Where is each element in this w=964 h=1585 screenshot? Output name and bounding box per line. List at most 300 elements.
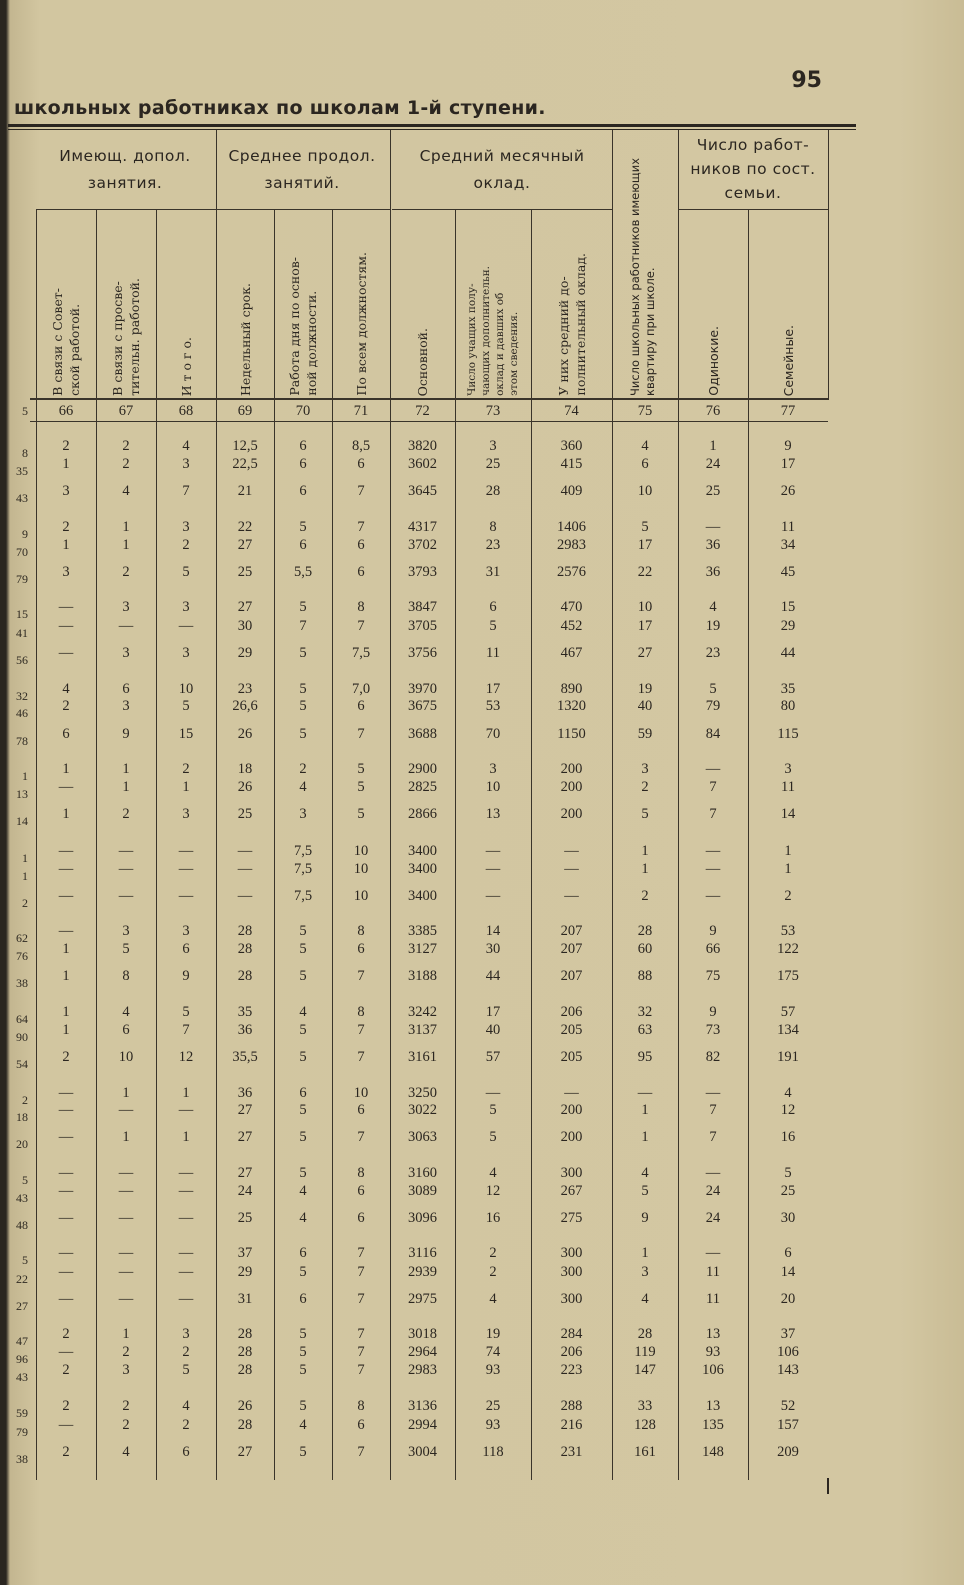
table-cell: 10 xyxy=(178,681,194,697)
table-cell: 3 xyxy=(182,806,190,822)
table-cell: 7 xyxy=(357,1291,365,1307)
table-cell: 1 xyxy=(122,761,130,777)
table-cell: 11 xyxy=(486,645,500,661)
table-cell: 5 xyxy=(641,519,649,535)
table-cell: — xyxy=(58,1085,74,1101)
sub-header-text: У них средний до- полнительный оклад. xyxy=(555,253,588,396)
table-cell: 452 xyxy=(560,618,583,634)
column-number: 76 xyxy=(705,403,721,419)
table-cell: — xyxy=(118,1165,134,1181)
table-cell: 28 xyxy=(237,1326,253,1342)
table-cell: 3602 xyxy=(408,456,437,472)
table-cell: 59 xyxy=(637,726,653,742)
table-cell: 19 xyxy=(705,618,721,634)
table-cell: 4 xyxy=(489,1165,497,1181)
table-cell: 37 xyxy=(237,1245,253,1261)
table-cell: 5 xyxy=(357,761,365,777)
table-cell: 12 xyxy=(780,1102,796,1118)
table-cell: 4 xyxy=(299,1004,307,1020)
table-cell: 28 xyxy=(237,923,253,939)
table-cell: — xyxy=(58,923,74,939)
table-cell: 890 xyxy=(560,681,583,697)
table-cell: 25 xyxy=(485,1398,501,1414)
table-cell: 267 xyxy=(560,1183,583,1199)
table-cell: 3 xyxy=(182,923,190,939)
table-cell: 200 xyxy=(560,779,583,795)
left-margin-number: 90 xyxy=(16,1030,28,1044)
table-cell: 2 xyxy=(62,698,70,714)
table-cell: 28 xyxy=(485,483,501,499)
column-rule xyxy=(828,130,829,400)
table-cell: 7 xyxy=(357,1049,365,1065)
table-cell: — xyxy=(58,779,74,795)
table-cell: 3675 xyxy=(408,698,437,714)
table-cell: 207 xyxy=(560,941,583,957)
table-cell: 28 xyxy=(237,1344,253,1360)
table-cell: 2 xyxy=(62,1326,70,1342)
table-cell: 5 xyxy=(182,1004,190,1020)
sub-header-text: Работа дня по основ- ной должности. xyxy=(287,257,319,396)
table-cell: 32 xyxy=(637,1004,653,1020)
table-cell: 6 xyxy=(357,1183,365,1199)
table-cell: 2 xyxy=(489,1264,497,1280)
table-cell: 5 xyxy=(299,1022,307,1038)
table-cell: — xyxy=(178,843,194,859)
left-margin-number: 35 xyxy=(16,464,28,478)
table-cell: 74 xyxy=(485,1344,501,1360)
sub-header-8 xyxy=(455,214,531,396)
sub-header-2 xyxy=(96,214,156,396)
table-cell: 52 xyxy=(780,1398,796,1414)
table-cell: — xyxy=(118,888,134,904)
table-cell: 3 xyxy=(62,483,70,499)
column-number: 71 xyxy=(353,403,369,419)
table-cell: 11 xyxy=(781,779,795,795)
table-cell: 4 xyxy=(182,1398,190,1414)
table-cell: 7 xyxy=(357,1326,365,1342)
table-cell: 7 xyxy=(357,1245,365,1261)
table-cell: 73 xyxy=(705,1022,721,1038)
sub-header-12 xyxy=(748,214,828,396)
table-cell: 34 xyxy=(780,537,796,553)
table-cell: 5 xyxy=(489,618,497,634)
table-cell: 1 xyxy=(709,438,717,454)
table-cell: 4 xyxy=(299,1417,307,1433)
row-rule xyxy=(30,398,828,400)
table-cell: 10 xyxy=(353,843,369,859)
table-cell: 10 xyxy=(637,599,653,615)
table-cell: 5 xyxy=(357,806,365,822)
table-cell: 2 xyxy=(182,537,190,553)
table-cell: 3 xyxy=(299,806,307,822)
table-cell: — xyxy=(237,888,253,904)
table-cell: — xyxy=(178,1264,194,1280)
table-cell: — xyxy=(564,861,579,877)
table-cell: — xyxy=(178,1210,194,1226)
table-cell: 6 xyxy=(62,726,70,742)
left-margin-number: 38 xyxy=(16,1452,28,1466)
margin-mark xyxy=(827,1478,829,1494)
table-cell: 5 xyxy=(357,779,365,795)
table-cell: 5 xyxy=(299,645,307,661)
table-cell: 35,5 xyxy=(232,1049,258,1065)
table-cell: 44 xyxy=(485,968,501,984)
table-cell: 106 xyxy=(777,1344,799,1360)
left-margin-number: 47 xyxy=(16,1334,28,1348)
table-cell: 37 xyxy=(780,1326,796,1342)
left-margin-number: 43 xyxy=(16,1191,28,1205)
table-cell: 6 xyxy=(357,537,365,553)
table-cell: 200 xyxy=(560,806,583,822)
table-cell: — xyxy=(705,519,721,535)
left-margin-number: 1 xyxy=(22,769,28,783)
table-cell: 3 xyxy=(122,923,130,939)
left-margin-number: 2 xyxy=(22,1093,28,1107)
left-margin-number: 27 xyxy=(16,1299,28,1313)
table-cell: 27 xyxy=(237,1129,253,1145)
left-margin-number: 8 xyxy=(22,446,28,460)
table-cell: 157 xyxy=(777,1417,799,1433)
table-cell: 7 xyxy=(709,1129,717,1145)
sub-header-text: В связи с Совет- ской работой. xyxy=(50,288,82,396)
table-cell: 17 xyxy=(485,681,501,697)
table-cell: 9 xyxy=(641,1210,649,1226)
left-margin-number: 9 xyxy=(22,527,28,541)
table-cell: 6 xyxy=(122,681,130,697)
table-cell: 1 xyxy=(641,1129,649,1145)
table-cell: 10 xyxy=(353,888,369,904)
sub-header-6 xyxy=(332,214,390,396)
table-cell: 5 xyxy=(182,564,190,580)
table-cell: 2 xyxy=(122,456,130,472)
table-cell: 128 xyxy=(634,1417,656,1433)
table-cell: 1 xyxy=(122,1085,130,1101)
table-cell: 10 xyxy=(353,1085,369,1101)
table-cell: — xyxy=(485,888,501,904)
table-cell: 84 xyxy=(705,726,721,742)
left-margin-number: 64 xyxy=(16,1012,28,1026)
table-cell: 19 xyxy=(485,1326,501,1342)
left-margin-number: 62 xyxy=(16,931,28,945)
table-cell: 2866 xyxy=(408,806,437,822)
table-cell: 1 xyxy=(641,1245,649,1261)
table-cell: 6 xyxy=(299,1291,307,1307)
table-cell: — xyxy=(178,618,194,634)
table-cell: 11 xyxy=(781,519,795,535)
table-cell: 3688 xyxy=(408,726,437,742)
table-cell: 18 xyxy=(237,761,253,777)
column-number: 66 xyxy=(58,403,74,419)
table-cell: — xyxy=(118,1210,134,1226)
table-cell: 5 xyxy=(299,681,307,697)
table-cell: 5 xyxy=(489,1102,497,1118)
table-cell: 3 xyxy=(489,438,497,454)
table-cell: 22,5 xyxy=(232,456,258,472)
table-cell: 36 xyxy=(237,1085,253,1101)
table-cell: 12 xyxy=(485,1183,501,1199)
table-cell: 4 xyxy=(122,483,130,499)
left-margin-number: 59 xyxy=(16,1406,28,1420)
row-rule xyxy=(392,209,612,210)
table-cell: — xyxy=(564,843,579,859)
table-cell: — xyxy=(705,888,721,904)
table-cell: 3847 xyxy=(408,599,437,615)
table-cell: 24 xyxy=(705,456,721,472)
table-cell: 118 xyxy=(482,1444,504,1460)
table-cell: 63 xyxy=(637,1022,653,1038)
group-header-avg-salary: Средний месячный оклад. xyxy=(419,147,585,192)
table-cell: — xyxy=(178,861,194,877)
table-cell: 1320 xyxy=(557,698,586,714)
table-cell: 3136 xyxy=(408,1398,437,1414)
table-cell: 3705 xyxy=(408,618,437,634)
table-cell: 5 xyxy=(784,1165,792,1181)
table-cell: 17 xyxy=(637,537,653,553)
table-cell: 70 xyxy=(485,726,501,742)
table-cell: 2900 xyxy=(408,761,437,777)
table-cell: 4 xyxy=(641,1165,649,1181)
table-cell: 3022 xyxy=(408,1102,437,1118)
table-cell: 135 xyxy=(702,1417,724,1433)
table-cell: 28 xyxy=(237,1417,253,1433)
table-cell: 53 xyxy=(780,923,796,939)
sub-header-1 xyxy=(36,214,96,396)
table-cell: 2 xyxy=(62,1444,70,1460)
table-cell: 300 xyxy=(560,1264,583,1280)
table-cell: 14 xyxy=(780,806,796,822)
table-cell: 1 xyxy=(122,779,130,795)
table-cell: 119 xyxy=(634,1344,656,1360)
table-cell: 29 xyxy=(237,1264,253,1280)
table-cell: 5 xyxy=(122,941,130,957)
left-margin-number: 1 xyxy=(22,851,28,865)
group-header-family-status: Число работ-ников по сост. семьи. xyxy=(690,136,816,202)
top-rule-thin xyxy=(8,129,856,130)
table-cell: 1 xyxy=(62,1004,70,1020)
table-cell: 5 xyxy=(299,1049,307,1065)
table-cell: 205 xyxy=(560,1022,583,1038)
table-cell: 6 xyxy=(357,1210,365,1226)
table-cell: 231 xyxy=(560,1444,583,1460)
table-cell: 2 xyxy=(182,1344,190,1360)
table-cell: 8 xyxy=(357,1004,365,1020)
table-cell: — xyxy=(58,861,74,877)
left-margin-number: 43 xyxy=(16,491,28,505)
table-cell: 5 xyxy=(299,519,307,535)
left-margin-number: 5 xyxy=(22,404,28,418)
table-cell: 470 xyxy=(560,599,583,615)
sub-header-text: И т о г о. xyxy=(178,336,194,396)
table-cell: 161 xyxy=(634,1444,656,1460)
left-margin-number: 70 xyxy=(16,545,28,559)
table-cell: 7 xyxy=(182,1022,190,1038)
table-cell: 360 xyxy=(560,438,583,454)
column-number: 70 xyxy=(295,403,311,419)
table-cell: 3702 xyxy=(408,537,437,553)
table-cell: 4317 xyxy=(408,519,437,535)
table-cell: 5 xyxy=(299,1326,307,1342)
table-cell: 5 xyxy=(299,941,307,957)
table-cell: — xyxy=(178,888,194,904)
table-cell: 7 xyxy=(709,1102,717,1118)
table-cell: 5 xyxy=(489,1129,497,1145)
table-cell: 5 xyxy=(299,726,307,742)
table-cell: 2 xyxy=(62,1362,70,1378)
table-cell: 6 xyxy=(299,438,307,454)
table-cell: 7,5 xyxy=(293,861,313,877)
table-cell: 2 xyxy=(62,438,70,454)
table-cell: 93 xyxy=(705,1344,721,1360)
table-cell: 122 xyxy=(777,941,799,957)
table-cell: — xyxy=(118,843,134,859)
table-cell: 300 xyxy=(560,1291,583,1307)
left-margin-number: 43 xyxy=(16,1370,28,1384)
table-cell: — xyxy=(58,1165,74,1181)
table-cell: 3250 xyxy=(408,1085,437,1101)
table-cell: 1 xyxy=(182,1085,190,1101)
table-cell: 2 xyxy=(122,564,130,580)
table-cell: 2 xyxy=(122,806,130,822)
table-cell: 8 xyxy=(122,968,130,984)
table-cell: 5 xyxy=(709,681,717,697)
table-cell: 2 xyxy=(299,761,307,777)
table-cell: 16 xyxy=(485,1210,501,1226)
table-cell: 12,5 xyxy=(232,438,258,454)
table-cell: 29 xyxy=(237,645,253,661)
table-cell: 60 xyxy=(637,941,653,957)
table-cell: 28 xyxy=(237,968,253,984)
table-cell: 205 xyxy=(560,1049,583,1065)
table-cell: 23 xyxy=(485,537,501,553)
left-margin-number: 13 xyxy=(16,787,28,801)
table-cell: 7 xyxy=(357,968,365,984)
header-workers-with-apartment xyxy=(612,138,674,396)
table-cell: 3116 xyxy=(408,1245,437,1261)
table-cell: 6 xyxy=(182,941,190,957)
table-cell: 5 xyxy=(299,923,307,939)
table-cell: 6 xyxy=(357,456,365,472)
table-cell: 175 xyxy=(777,968,799,984)
table-cell: 57 xyxy=(485,1049,501,1065)
table-cell: 209 xyxy=(777,1444,799,1460)
table-cell: 25 xyxy=(237,564,253,580)
table-cell: 36 xyxy=(705,537,721,553)
row-rule xyxy=(36,209,390,210)
table-cell: 26 xyxy=(237,1398,253,1414)
left-margin-number: 5 xyxy=(22,1253,28,1267)
table-cell: 21 xyxy=(237,483,253,499)
table-cell: 8 xyxy=(357,1165,365,1181)
table-cell: 27 xyxy=(237,1444,253,1460)
table-cell: 10 xyxy=(485,779,501,795)
table-cell: 2 xyxy=(62,1398,70,1414)
column-rule xyxy=(678,130,679,210)
left-margin-number: 14 xyxy=(16,814,28,828)
sub-header-text: Семейные. xyxy=(780,324,796,396)
sub-header-9 xyxy=(531,214,612,396)
table-cell: 2 xyxy=(182,761,190,777)
column-number: 75 xyxy=(637,403,653,419)
table-cell: 9 xyxy=(122,726,130,742)
table-cell: 30 xyxy=(780,1210,796,1226)
table-cell: 1 xyxy=(182,1129,190,1145)
table-cell: — xyxy=(58,1264,74,1280)
table-cell: 45 xyxy=(780,564,796,580)
table-cell: 6 xyxy=(357,941,365,957)
table-cell: 7 xyxy=(357,1344,365,1360)
table-cell: 3 xyxy=(182,599,190,615)
table-cell: 3188 xyxy=(408,968,437,984)
table-cell: 3161 xyxy=(408,1049,437,1065)
table-cell: 6 xyxy=(299,456,307,472)
table-cell: 115 xyxy=(777,726,799,742)
table-cell: — xyxy=(58,1210,74,1226)
table-cell: 3160 xyxy=(408,1165,437,1181)
table-cell: — xyxy=(58,888,74,904)
table-cell: — xyxy=(485,861,501,877)
sub-header-text: Число учащих полу- чающих дополнительн. оклад и давших об этом сведения. xyxy=(466,266,520,396)
table-cell: 3 xyxy=(182,645,190,661)
left-margin-number: 20 xyxy=(16,1137,28,1151)
table-cell: 3645 xyxy=(408,483,437,499)
table-cell: 1 xyxy=(641,843,649,859)
table-cell: — xyxy=(58,843,74,859)
table-cell: — xyxy=(58,1291,74,1307)
table-cell: 1 xyxy=(641,1102,649,1118)
table-cell: — xyxy=(58,618,74,634)
table-cell: — xyxy=(178,1102,194,1118)
table-cell: 10 xyxy=(118,1049,134,1065)
table-cell: 31 xyxy=(237,1291,253,1307)
table-cell: 5 xyxy=(299,1362,307,1378)
table-cell: 2964 xyxy=(408,1344,437,1360)
table-cell: 5 xyxy=(299,1344,307,1360)
table-cell: 3089 xyxy=(408,1183,437,1199)
table-cell: 11 xyxy=(706,1291,720,1307)
left-margin-number: 54 xyxy=(16,1057,28,1071)
table-cell: — xyxy=(705,1165,721,1181)
table-cell: 66 xyxy=(705,941,721,957)
table-cell: 216 xyxy=(560,1417,583,1433)
table-cell: 5 xyxy=(299,698,307,714)
table-cell: 13 xyxy=(705,1398,721,1414)
table-cell: 147 xyxy=(634,1362,656,1378)
table-cell: 27 xyxy=(237,1102,253,1118)
table-cell: 15 xyxy=(780,599,796,615)
table-cell: 3018 xyxy=(408,1326,437,1342)
table-cell: 12 xyxy=(178,1049,194,1065)
table-cell: 17 xyxy=(637,618,653,634)
table-cell: 3 xyxy=(122,645,130,661)
left-margin-number: 38 xyxy=(16,976,28,990)
table-cell: 5 xyxy=(299,968,307,984)
table-cell: 24 xyxy=(237,1183,253,1199)
table-cell: 10 xyxy=(353,861,369,877)
row-rule xyxy=(30,421,828,422)
table-cell: 8 xyxy=(357,1398,365,1414)
table-cell: 3063 xyxy=(408,1129,437,1145)
table-cell: 3 xyxy=(182,519,190,535)
table-cell: 7 xyxy=(357,483,365,499)
table-cell: 7,5 xyxy=(293,888,313,904)
table-cell: 4 xyxy=(182,438,190,454)
table-cell: 28 xyxy=(637,1326,653,1342)
left-margin-number: 2 xyxy=(22,896,28,910)
left-margin-number: 46 xyxy=(16,706,28,720)
table-cell: 275 xyxy=(560,1210,583,1226)
table-cell: 6 xyxy=(357,1417,365,1433)
table-cell: 36 xyxy=(705,564,721,580)
